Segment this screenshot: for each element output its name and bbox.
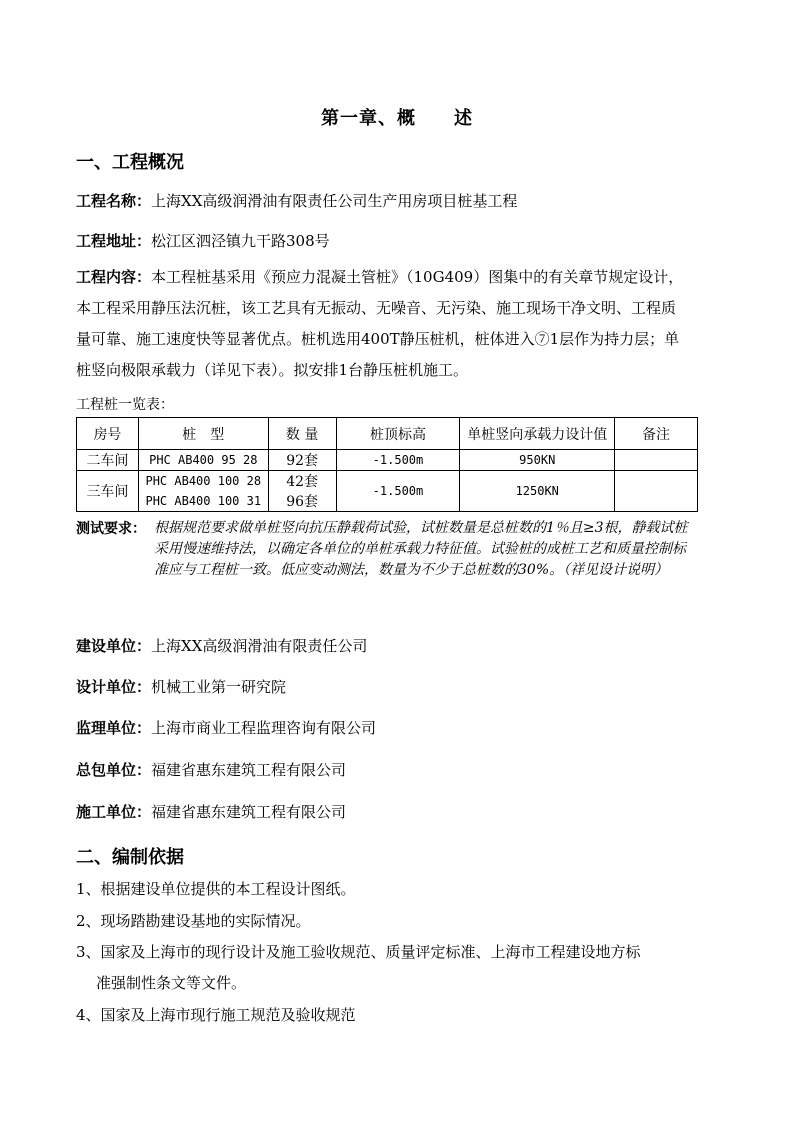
table-row — [77, 450, 698, 471]
project-address-label: 工程地址： — [76, 232, 152, 250]
elevation-cell: -1.500m — [336, 471, 460, 512]
header-cell: 单桩竖向承载力设计值 — [460, 418, 615, 450]
header-cell: 房号 — [77, 418, 139, 450]
header-cell: 备注 — [615, 418, 698, 450]
quantity-cell: 42套 — [268, 471, 336, 492]
capacity-cell: 1250KN — [460, 471, 615, 512]
project-name-label: 工程名称： — [76, 192, 152, 210]
table-caption: 工程桩一览表： — [76, 397, 174, 413]
project-content-paragraph — [76, 262, 688, 386]
unit-line — [76, 636, 367, 656]
unit-label: 建设单位： — [76, 637, 152, 655]
unit-line — [76, 718, 376, 738]
project-address-value: 松江区泗泾镇九干路308号 — [151, 232, 330, 250]
section-title-overview: 一、工程概况 — [76, 152, 184, 173]
list-item-continuation: 准强制性条文等文件。 — [96, 974, 247, 992]
remark-cell — [615, 450, 698, 471]
pile-table — [76, 417, 698, 512]
pile-type-cell: PHC AB400 95 28 — [138, 450, 268, 471]
unit-value: 机械工业第一研究院 — [151, 678, 287, 696]
section-title-basis: 二、编制依据 — [76, 847, 184, 868]
header-cell: 数 量 — [268, 418, 336, 450]
pile-type-cell: PHC AB400 100 31 — [138, 491, 268, 512]
unit-value: 上海XX高级润滑油有限责任公司 — [151, 637, 368, 655]
pile-type-cell: PHC AB400 100 28 — [138, 471, 268, 492]
capacity-cell: 950KN — [460, 450, 615, 471]
header-cell: 桩 型 — [138, 418, 268, 450]
unit-value: 福建省惠东建筑工程有限公司 — [151, 761, 347, 779]
list-item: 1、根据建设单位提供的本工程设计图纸。 — [76, 880, 356, 898]
project-name-line — [76, 191, 517, 211]
unit-line — [76, 760, 346, 780]
unit-label: 总包单位： — [76, 761, 152, 779]
unit-line — [76, 802, 346, 822]
quantity-cell: 92套 — [268, 450, 336, 471]
table-header-row — [77, 418, 698, 450]
list-item: 4、国家及上海市现行施工规范及验收规范 — [76, 1006, 356, 1024]
list-item: 2、现场踏勘建设基地的实际情况。 — [76, 912, 311, 930]
project-name-value: 上海XX高级润滑油有限责任公司生产用房项目桩基工程 — [151, 192, 518, 210]
unit-value: 上海市商业工程监理咨询有限公司 — [151, 719, 377, 737]
elevation-cell: -1.500m — [336, 450, 460, 471]
unit-label: 设计单位： — [76, 678, 152, 696]
project-content-value: 本工程桩基采用《预应力混凝土管桩》（10G409）图集中的有关章节规定设计，本工程采用静压法沉桩，该工艺具有无振动、无噪音、无污染、施工现场干净文明、工程质量可靠、施工速度快等显著优点。桩机选用400T静压桩机，桩体进入⑦1层作为持力层；单桩竖向极限承载力（详见下表）。拟安排1台静压桩机施工。 — [76, 268, 684, 379]
remark-cell — [615, 471, 698, 512]
room-cell: 二车间 — [77, 450, 139, 471]
list-item: 3、国家及上海市的现行设计及施工验收规范、质量评定标准、上海市工程建设地方标 — [76, 943, 641, 961]
test-requirement-text: 根据规范要求做单桩竖向抗压静载荷试验，试桩数量是总桩数的1％且≥3根，静载试桩采用慢速维持法，以确定各单位的单桩承载力特征值。试验桩的成桩工艺和质量控制标准应与工程桩一致。低应变动测法，数量为不少于总桩数的30%。（祥见设计说明） — [154, 520, 688, 578]
unit-label: 监理单位： — [76, 719, 152, 737]
chapter-title: 第一章、概 述 — [321, 108, 473, 129]
project-content-label: 工程内容： — [76, 268, 152, 286]
table-row — [77, 471, 698, 492]
unit-value: 福建省惠东建筑工程有限公司 — [151, 803, 347, 821]
room-cell: 三车间 — [77, 471, 139, 512]
project-address-line — [76, 231, 330, 251]
test-requirement-label: 测试要求： — [76, 521, 146, 537]
header-cell: 桩顶标高 — [336, 418, 460, 450]
quantity-cell: 96套 — [268, 491, 336, 512]
unit-line — [76, 677, 286, 697]
unit-label: 施工单位： — [76, 803, 152, 821]
